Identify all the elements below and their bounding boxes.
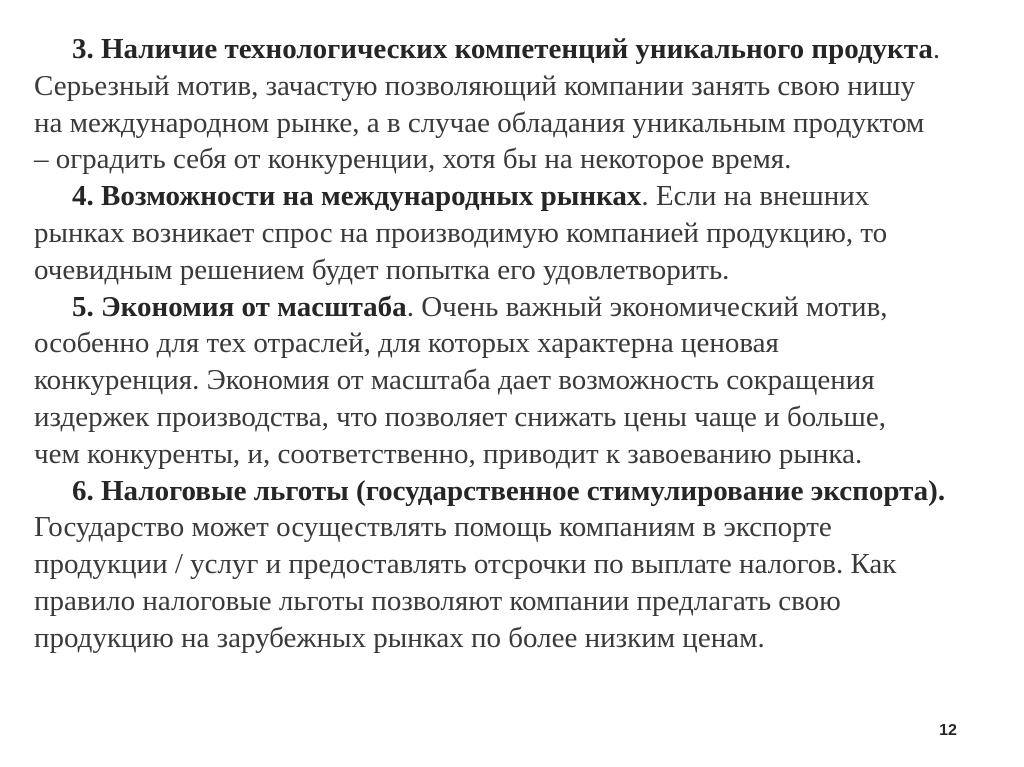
paragraph-6-text: Государство может осуществлять помощь компаниям в экспорте продукции / услуг и предоставлять отсрочки по выплате налогов. Как правило налоговые льготы позволяют компании предлагать свою продукцию на зарубежных рынках по более низким ценам. [34,511,897,654]
body-text [34,31,1009,657]
page-number: 12 [939,722,957,739]
paragraph-3-heading: 3. Наличие технологических компетенций уникального продукта [72,33,933,65]
paragraph-4-text: . Если на внешних рынках возникает спрос на производимую компанией продукцию, то очевидным решением будет попытка его удовлетворить. [34,180,888,286]
paragraph-6-heading: 6. Налоговые льготы (государственное стимулирование экспорта). [72,474,946,507]
paragraph-5-heading: 5. Экономия от масштаба [72,290,407,323]
paragraph-3 [34,31,1009,178]
paragraph-4 [34,178,1009,288]
paragraph-6 [34,473,1009,657]
paragraph-5-text: . Очень важный экономический мотив, особенно для тех отраслей, для которых характерна ценовая конкуренция. Экономия от масштаба дает возможность сокращения издержек производства, что позволяет снижать цены чаще и больше, чем конкуренты, и, соответственно, приводит к завоеванию рынка. [34,290,888,470]
paragraph-5 [34,289,1009,473]
paragraph-4-heading: 4. Возможности на международных рынках [72,180,642,213]
paragraph-3-text: . Серьезный мотив, зачастую позволяющий компании занять свою нишу на международном рынке, а в случае обладания уникальным продуктом – оградить себя от конкуренции, хотя бы на некоторое время. [34,33,941,176]
